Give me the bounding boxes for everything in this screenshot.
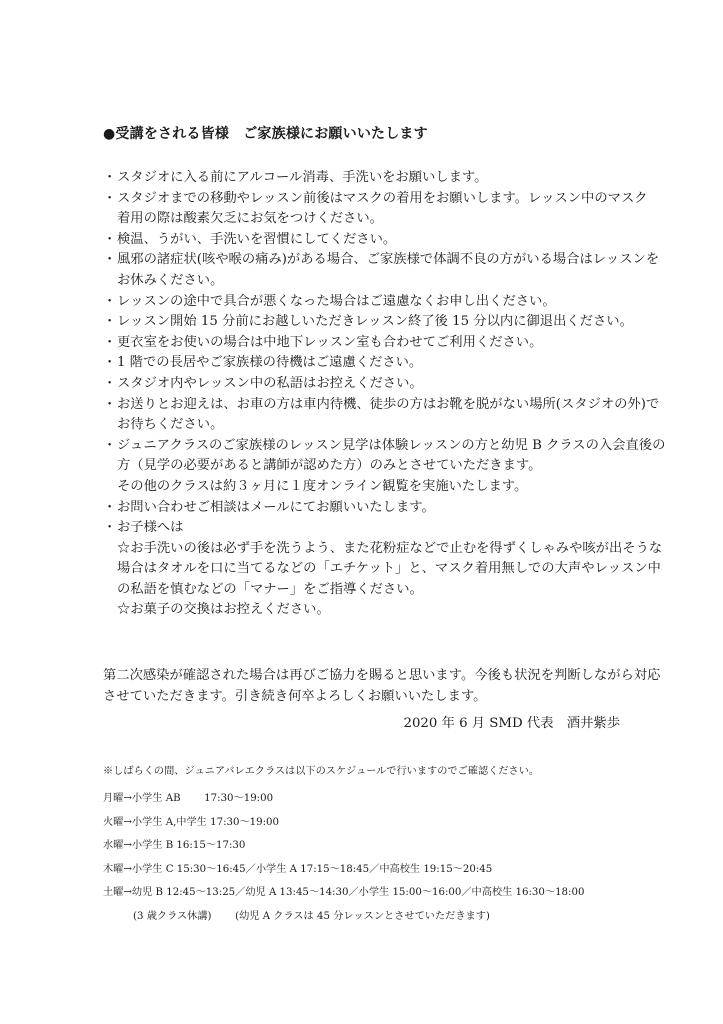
bullet-marker: ・ [103, 170, 117, 185]
rule-item-continuation [103, 477, 643, 498]
rule-item [103, 436, 666, 457]
rule-item [103, 395, 660, 416]
closing-paragraph [103, 665, 660, 707]
rule-item [103, 292, 643, 313]
schedule-row: 火曜→小学生 A,中学生 17:30〜19:00 [103, 816, 280, 828]
bullet-marker: ・ [103, 520, 117, 536]
rule-text: 更衣室をお使いの場合は中地下レッスン室も合わせてご利用ください。 [117, 334, 543, 350]
rule-item [103, 312, 643, 333]
rule-text: お休みください。 [117, 272, 224, 288]
rule-item-continuation [103, 415, 643, 436]
rule-text: 検温、うがい、手洗いを習慣にしてください。 [117, 231, 397, 247]
rule-item-continuation [103, 600, 643, 621]
rule-item [103, 518, 643, 539]
rule-item [103, 353, 643, 374]
schedule-row: 土曜→幼児 B 12:45〜13:25／幼児 A 13:45〜14:30／小学生 15:00〜16:00／中高校生 16:30〜18:00 [103, 887, 585, 898]
rule-text: お問い合わせご相談はメールにてお願いいたします。 [117, 499, 435, 515]
rule-item [103, 230, 643, 251]
rule-text: レッスン開始 15 分前にお越しいただきレッスン終了後 15 分以内に御退出ください。 [117, 314, 633, 330]
rule-text: レッスンの途中で具合が悪くなった場合はご遠慮なくお申し出ください。 [117, 293, 556, 309]
rule-item [103, 498, 643, 519]
closing-line: 第二次感染が確認された場合は再びご協力を賜ると思います。今後も状況を判断しながら対応 [103, 668, 661, 683]
rule-text: お送りとお迎えは、お車の方は車内待機、徒歩の方はお靴を脱がない場所(スタジオの外)で [117, 396, 660, 412]
bullet-marker: ・ [103, 231, 117, 247]
rule-text: ジュニアクラスのご家族様のレッスン見学は体験レッスンの方と幼児 B クラスの入会直後の [117, 437, 666, 453]
rule-item-continuation [103, 539, 663, 560]
bullet-marker: ・ [103, 355, 117, 371]
bullet-marker: ・ [103, 437, 117, 453]
rule-text: お待ちください。 [117, 417, 224, 433]
schedule-row: 木曜→小学生 C 15:30〜16:45／小学生 A 17:15〜18:45／中高校生 19:15〜20:45 [103, 863, 493, 875]
bullet-marker: ・ [103, 499, 117, 515]
rule-item [103, 374, 643, 395]
schedule-section [103, 762, 584, 928]
schedule-row: 月曜→小学生 AB 17:30〜19:00 [103, 793, 274, 804]
rule-item-continuation [103, 559, 661, 580]
bullet-marker: ・ [103, 334, 117, 350]
schedule-row: (3 歳クラス休講) (幼児 A クラスは 45 分レッスンとさせていただきます) [133, 910, 490, 922]
rule-text: 1 階での長居やご家族様の待機はご遠慮ください。 [117, 355, 423, 371]
notice-heading: ●受講をされる皆様 ご家族様にお願いいたします [103, 126, 428, 142]
bullet-marker: ・ [103, 375, 117, 391]
bullet-marker: ・ [103, 396, 117, 412]
bullet-marker: ・ [103, 190, 117, 206]
schedule-rows [103, 787, 584, 928]
rule-item-continuation [103, 456, 643, 477]
bullet-marker: ・ [103, 293, 117, 309]
rule-item-continuation [103, 580, 643, 601]
schedule-row: 水曜→小学生 B 16:15〜17:30 [103, 840, 246, 851]
schedule-note: ※しばらくの間、ジュニアバレエクラスは以下のスケジュールで行いますのでご確認ください。 [103, 766, 540, 777]
rule-item-continuation [103, 209, 643, 230]
rule-text: 方（見学の必要があると講師が認めた方）のみとさせていただきます。 [117, 458, 542, 474]
rule-item-continuation [103, 271, 643, 292]
bullet-marker: ・ [103, 314, 117, 330]
rule-text: スタジオ内やレッスン中の私語はお控えください。 [117, 375, 423, 391]
rule-item [103, 333, 643, 354]
rule-text: その他のクラスは約３ヶ月に１度オンライン観覧を実施いたします。 [117, 478, 528, 494]
rule-item [103, 250, 660, 271]
closing-line: させていただきます。引き続き何卒よろしくお願いいたします。 [103, 689, 487, 704]
rule-text: の私語を慎むなどの「マナー」をご指導ください。 [117, 581, 423, 597]
rule-text: お子様へは [117, 520, 184, 536]
rule-text: 着用の際は酸素欠乏にお気をつけください。 [117, 211, 383, 227]
rule-text: 風邪の諸症状(咳や喉の痛み)がある場合、ご家族様で体調不良の方がいる場合はレッスンを [117, 252, 660, 268]
rule-item [103, 189, 648, 210]
rule-item [103, 168, 643, 189]
notice-rules-list [103, 168, 666, 621]
rule-text: スタジオに入る前にアルコール消毒、手洗いをお願いします。 [117, 170, 488, 185]
rule-text: ☆お菓子の交換はお控えください。 [117, 602, 330, 618]
bullet-marker: ・ [103, 252, 117, 268]
rule-text: ☆お手洗いの後は必ず手を洗うよう、また花粉症などで止むを得ずくしゃみや咳が出そうな [117, 540, 663, 556]
signature: 2020 年 6 月 SMD 代表 酒井紫歩 [403, 716, 620, 731]
rule-text: スタジオまでの移動やレッスン前後はマスクの着用をお願いします。レッスン中のマスク [117, 190, 648, 206]
rule-text: 場合はタオルを口に当てるなどの「エチケット」と、マスク着用無しでの大声やレッスン中 [117, 561, 661, 577]
